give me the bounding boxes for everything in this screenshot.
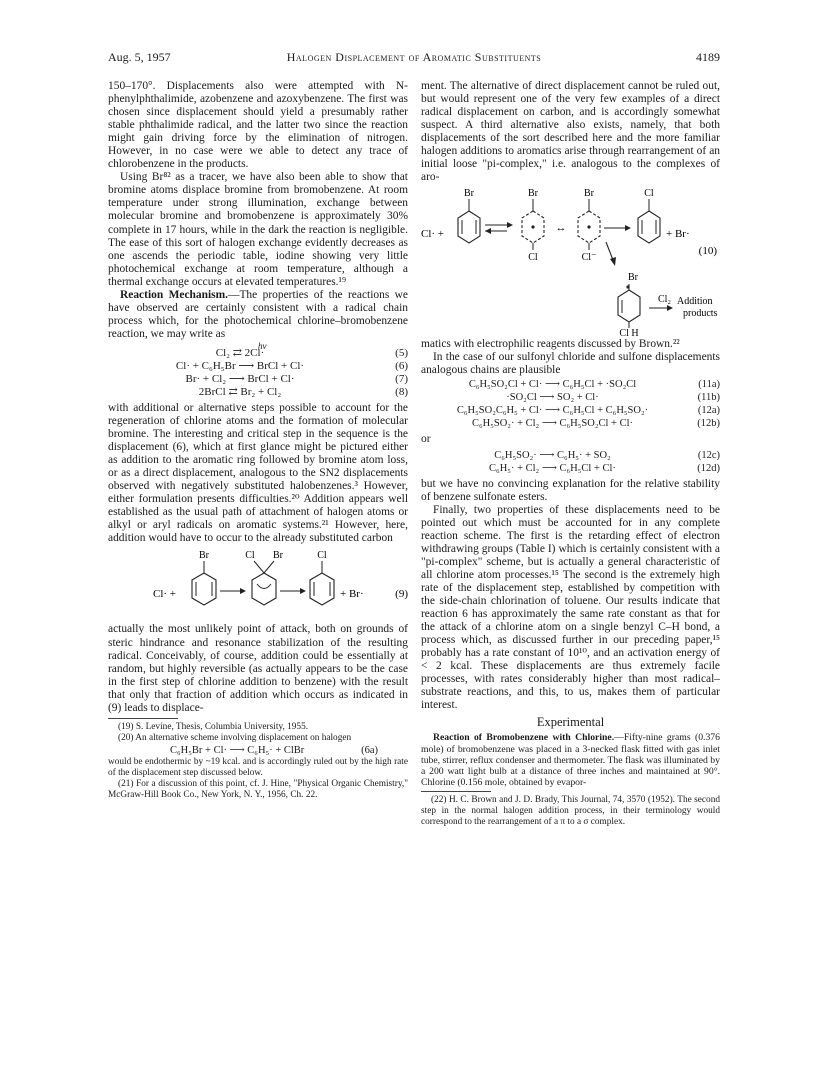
equation: Cl₂ ⇄ 2Cl· (5) xyxy=(215,346,408,359)
svg-text:Br: Br xyxy=(464,188,474,200)
svg-text:(9): (9) xyxy=(395,588,408,601)
svg-text:Cl: Cl xyxy=(644,188,654,200)
equation: C₆H₅SO₂C₆H₅ + Cl· ⟶ C₆H₅Cl + C₆H₅SO₂· (12a) xyxy=(456,404,720,416)
or-text: or xyxy=(421,432,431,445)
svg-text:Cl· +: Cl· + xyxy=(153,588,177,601)
equation: Cl· + C₆H₅Br ⟶ BrCl + Cl· (6) xyxy=(175,359,408,372)
running-header xyxy=(108,50,720,66)
svg-text:Cl: Cl xyxy=(245,550,255,562)
footnote-rule xyxy=(421,791,491,792)
svg-text:Addition: Addition xyxy=(677,296,713,308)
equation: 2BrCl ⇄ Br₂ + Cl₂ (8) xyxy=(198,385,408,398)
svg-text:Cl· +: Cl· + xyxy=(421,228,445,241)
subsection-heading: Reaction of Bromobenzene with Chlorine. xyxy=(433,732,615,744)
svg-text:Br: Br xyxy=(628,272,638,284)
svg-text:Cl⁻: Cl⁻ xyxy=(581,252,597,264)
equation: Br· + Cl₂ ⟶ BrCl + Cl· (7) xyxy=(185,372,408,385)
footnote-22: (22) H. C. Brown and J. D. Brady, This Journal, 74, 3570 (1952). The second step in the normal halogen addition process, in their terminology would correspond to the rearrangement of a π to a σ complex. xyxy=(421,795,720,828)
reaction-scheme-10 xyxy=(421,184,720,336)
footnote-19: (19) S. Levine, Thesis, Columbia University, 1955. xyxy=(118,721,309,732)
paragraph: Finally, two properties of these displacements need to be pointed out which must be accounted for in any complete reaction scheme. The first is the retarding effect of electron withdrawing groups (Table I) which is certainly consistent with a "pi-complex" scheme, but is actually a general characteristic of all chlorine atom processes.¹⁵ The second is the extremely high rate of the displacement step, established by competition with the side-chain chlorination of toluene. Our results indicate that reaction 6 has approximately the same rate constant as that for the attack of a chlorine atom on a single benzyl C–H bond, a process which, as discussed further in our preceding paper,¹⁵ probably has a rate constant of 10¹⁰, and an activation energy of < 2 kcal. These displacements are thus extremely facile processes, with rates considerably higher than most radical–substrate reactions, and this, to us, makes them of particular interest. xyxy=(421,503,720,712)
svg-text:+ Br·: + Br· xyxy=(666,228,690,241)
equation: C₆H₅SO₂Cl + Cl· ⟶ C₆H₅Cl + ·SO₂Cl (11a) xyxy=(468,378,720,390)
left-column xyxy=(108,80,408,801)
paragraph: but we have no convincing explanation for the relative stability of benzene sulfonate esters. xyxy=(421,477,720,503)
svg-text:(10): (10) xyxy=(698,245,717,258)
equation: C₆H₅· + Cl₂ ⟶ C₆H₅Cl + Cl· (12d) xyxy=(489,462,720,474)
paragraph: In the case of our sulfonyl chloride and sulfone displacements analogous chains are plausible xyxy=(421,351,720,377)
footnote-rule xyxy=(108,718,178,719)
footnote-equation: C₆H₅Br + Cl· ⟶ C₆H₅· + ClBr (6a) xyxy=(170,744,378,756)
paragraph: Reaction Mechanism.—The properties of the reactions we have observed are certainly consistent with a radical chain process which, for the photochemical chlorine–bromobenzene reaction, we may write as xyxy=(108,288,408,340)
svg-text:Cl₂: Cl₂ xyxy=(658,294,671,306)
footnote-21: (21) For a discussion of this point, cf. J. Hine, "Physical Organic Chemistry," McGraw-Hill Book Co., New York, N. Y., 1956, Ch. 22. xyxy=(108,778,408,800)
equation-block xyxy=(108,347,408,399)
equation: C₆H₅SO₂· + Cl₂ ⟶ C₆H₅SO₂Cl + Cl· (12b) xyxy=(471,417,720,429)
header-title: Halogen Displacement of Aromatic Substituents xyxy=(286,50,542,64)
equation-block xyxy=(421,378,720,430)
footnote-20: (20) An alternative scheme involving displacement on halogen xyxy=(118,732,352,743)
svg-text:Br: Br xyxy=(584,188,594,200)
header-date: Aug. 5, 1957 xyxy=(108,50,171,64)
svg-text:Br: Br xyxy=(199,550,209,562)
paragraph: 150–170°. Displacements also were attempted with N-phenylphthalimide, azobenzene and azoxybenzene. The first was chosen since displacement should yield a presumably rather stable phthalimide radical, and the latter two since the reaction might gain driving force by the elimination of nitrogen. However, in no case were we able to detect any trace of chlorobenzene in the products. xyxy=(108,80,408,171)
paragraph: ment. The alternative of direct displacement cannot be ruled out, but would represent one of the very few examples of a direct radical displacement on carbon, and is accordingly somewhat suspect. A third alternative also exists, namely, that both displacements of the sort described here and the more familiar halogen additions to aromatics arise through rearrangement of an initial loose "pi-complex," i.e. analogous to the complexes of aro- xyxy=(421,80,720,184)
footnote-20-cont: would be endothermic by ~19 kcal. and is accordingly ruled out by the high rate of the displacement step discussed below. xyxy=(108,756,408,778)
experimental-paragraph: Reaction of Bromobenzene with Chlorine.—Fifty-nine grams (0.376 mole) of bromobenzene was placed in a 3-necked flask fitted with gas inlet tube, stirrer, reflux condenser and thermometer. The flask was illuminated by a 200 watt light bulb at a distance of three inches and maintained at 90°. Chlorine (0.156 mole, obtained by evapor- xyxy=(421,732,720,789)
paragraph: with additional or alternative steps possible to account for the regeneration of chlorine atoms and the formation of molecular bromine. The interesting and critical step in the sequence is the displacement (6), which at first glance might be pictured either as addition to the aromatic ring followed by bromine atom loss, or as a direct displacement, analogous to the SN2 displacements observed with negatively substituted halobenzenes.³ However, either formulation presents difficulties.²⁰ Addition appears well established as the usual path of attachment of halogen atoms or alkyl or aryl radicals on aromatic systems.²¹ However, here, addition would have to occur to the already substituted carbon xyxy=(108,401,408,545)
paragraph: Using Br⁸² as a tracer, we have also been able to show that bromine atoms displace bromine from bromobenzene. At room temperature under strong illumination, exchange between molecular bromine and bromobenzene is approximately 30% complete in 17 hours, while in the dark the reaction is negligible. The ease of this sort of halogen exchange evidently decreases as one ascends the periodic table, iodine showing very little photochemical exchange at room temperature, although a thermal exchange occurs at elevated temperatures.¹⁹ xyxy=(108,171,408,288)
svg-text:products: products xyxy=(683,308,718,320)
svg-text:Cl: Cl xyxy=(528,252,538,264)
right-column xyxy=(421,80,720,828)
reaction-scheme-9 xyxy=(108,545,408,623)
equation-block xyxy=(421,449,720,475)
svg-text:Cl H: Cl H xyxy=(619,328,639,337)
svg-text:+ Br·: + Br· xyxy=(340,588,364,601)
svg-text:Cl: Cl xyxy=(317,550,327,562)
svg-text:Br: Br xyxy=(273,550,283,562)
equation: ·SO₂Cl ⟶ SO₂ + Cl· (11b) xyxy=(506,391,720,403)
paragraph: matics with electrophilic reagents discussed by Brown.²² xyxy=(421,338,680,351)
section-heading-experimental: Experimental xyxy=(536,715,605,730)
page-number: 4189 xyxy=(696,50,720,64)
svg-text:↔: ↔ xyxy=(555,222,567,235)
equation: C₆H₅SO₂· ⟶ C₆H₅· + SO₂ (12c) xyxy=(494,449,720,461)
paragraph: actually the most unlikely point of attack, both on grounds of steric hindrance and resonance stabilization of the resulting radical. Conceivably, of course, addition could be essentially at random, but highly reversible (as actually appears to be the case in the first step of chlorine addition to benzene) with the result that only that fraction of addition which occurs as indicated in (9) leads to displace- xyxy=(108,623,408,714)
hv-label: hν xyxy=(258,340,267,351)
section-heading: Reaction Mechanism. xyxy=(120,288,228,301)
svg-text:Br: Br xyxy=(528,188,538,200)
